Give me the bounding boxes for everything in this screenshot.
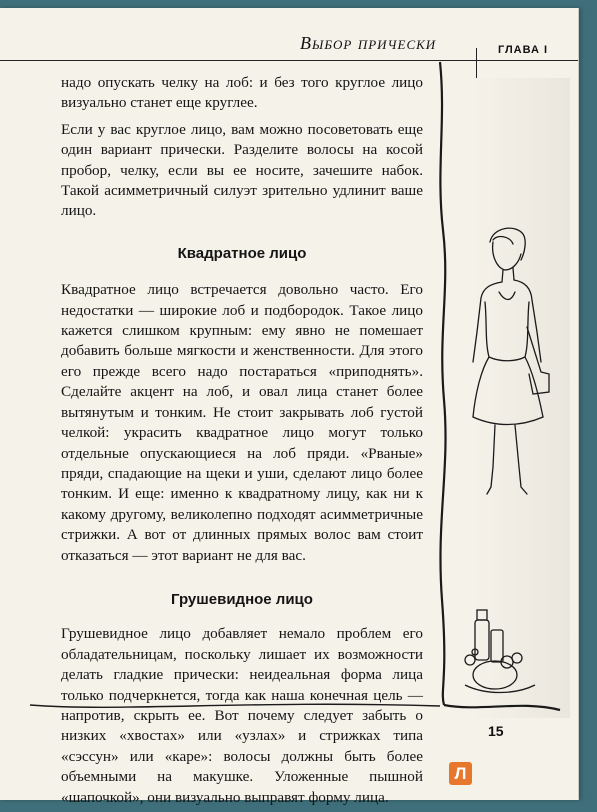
paragraph: Если у вас круглое лицо, вам можно посоветовать еще один вариант прически. Разделите волосы на косой пробор, челку, если вы ее носите, зачешите набок. Такой асимметричный силуэт зрительно удлинит ваше лицо.	[61, 120, 423, 220]
paragraph: Квадратное лицо встречается довольно часто. Его недостатки — широкие лоб и подбородок. Такое лицо кажется слишком крупным: ему явно не помешает добавить больше мягкости и женственности. Для этого его прежде всего надо постараться «приподнять». Сделайте акцент на лоб, и овал лица станет более вытянутым и тонким. Не стоит закрывать лоб густой челкой: украсить квадратное лицо могут только отдельные опускающиеся на лоб пряди. «Рваные» пряди, спадающие на щеки и уши, сделают лицо более тонким. И еще: именно к квадратному лицу, как ни к какому другому, великолепно подходят асимметричные стрижки. А вот от длинных прямых волос вам стоит отказаться — этот вариант не для вас.	[61, 281, 423, 564]
paragraph: Грушевидное лицо добавляет немало проблем его обладательницам, поскольку лишает их возможности делать гладкие прически: неидеальная форма лица только подчеркнется, тогда как наша конечная цель — напротив, скрыть ее. Вот почему следует забыть о низких «хвостах» или «узлах» и стрижках типа «сэссун» или «каре»: волосы должны быть более объемными на макушке. Уложенные пышной «шапочкой», они визуально выправят форму лица.	[61, 625, 423, 806]
running-title: Выбор прически	[300, 33, 437, 53]
woman-illustration	[455, 222, 550, 502]
section-heading-pear: Грушевидное лицо	[171, 590, 313, 608]
section-heading-square: Квадратное лицо	[177, 244, 307, 262]
header-divider	[476, 48, 477, 78]
header-rule	[0, 60, 578, 61]
watermark-logo: Л	[449, 762, 472, 785]
chapter-label: ГЛАВА I	[498, 44, 549, 56]
paragraph: надо опускать челку на лоб: и без того круглое лицо визуально станет еще круглее.	[61, 74, 423, 112]
accessories-illustration	[455, 600, 555, 710]
page-number: 15	[488, 723, 504, 739]
article-body	[61, 73, 423, 812]
